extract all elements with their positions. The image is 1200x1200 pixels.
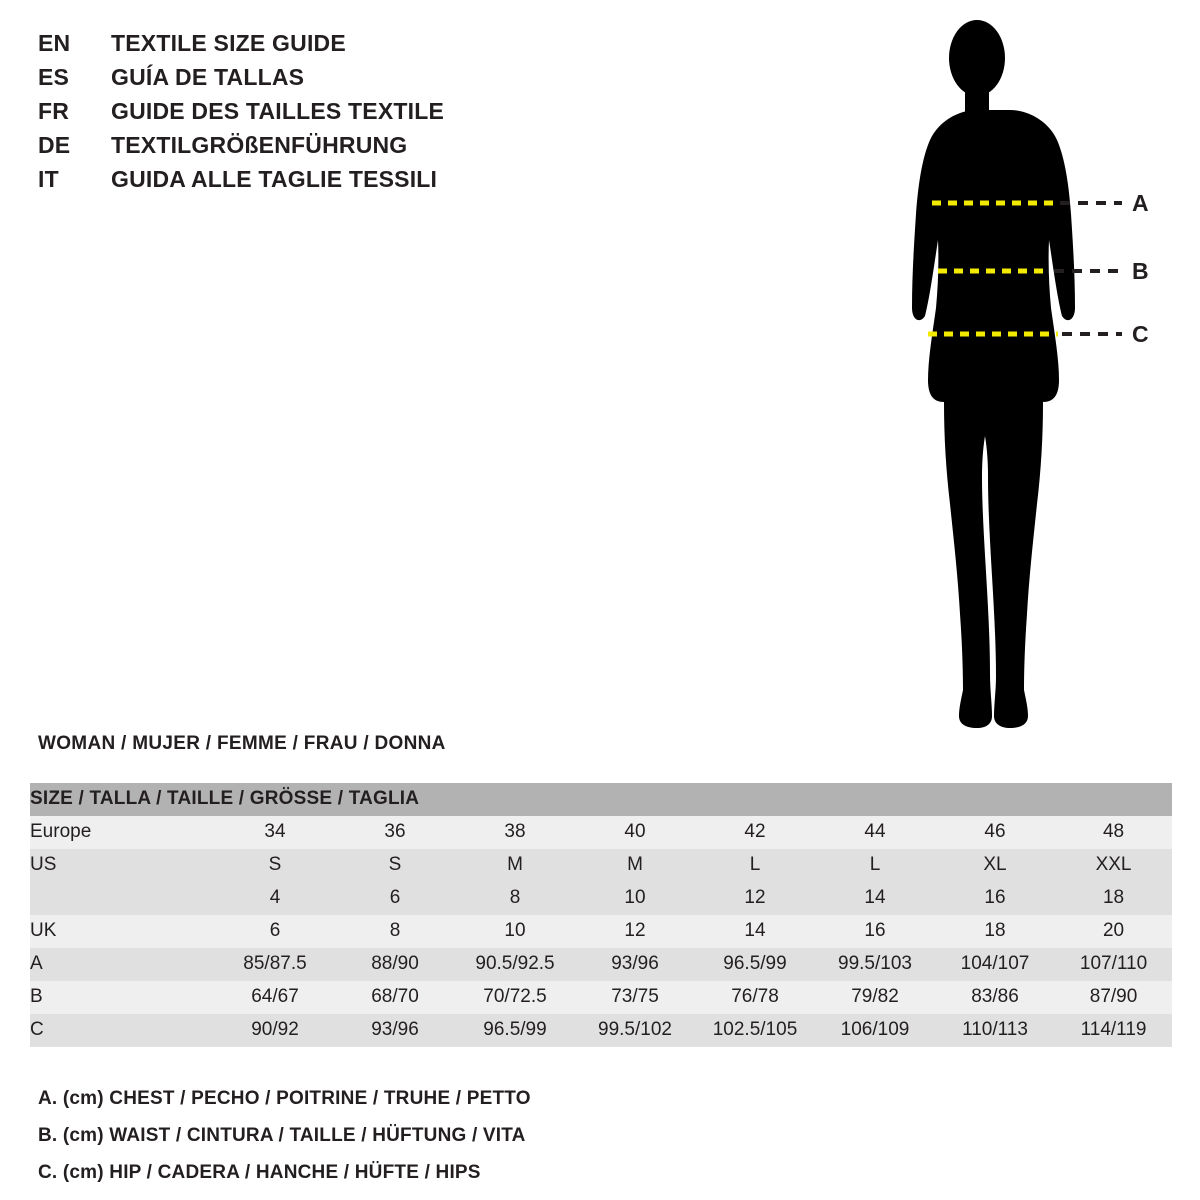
- cell: S: [215, 849, 335, 882]
- cell: 70/72.5: [455, 981, 575, 1014]
- section-title: WOMAN / MUJER / FEMME / FRAU / DONNA: [38, 733, 446, 754]
- cell: 93/96: [575, 948, 695, 981]
- cell: M: [575, 849, 695, 882]
- language-title: GUIDA ALLE TAGLIE TESSILI: [111, 166, 438, 192]
- cell: 42: [695, 816, 815, 849]
- cell: 96.5/99: [695, 948, 815, 981]
- cell: 46: [935, 816, 1055, 849]
- cell: 10: [455, 915, 575, 948]
- cell: 99.5/103: [815, 948, 935, 981]
- cell: 16: [815, 915, 935, 948]
- language-list: [38, 30, 558, 200]
- cell: 87/90: [1055, 981, 1172, 1014]
- row-label: A: [30, 948, 215, 981]
- cell: 76/78: [695, 981, 815, 1014]
- cell: 83/86: [935, 981, 1055, 1014]
- footnote-chest: A. (cm) CHEST / PECHO / POITRINE / TRUHE / PETTO: [38, 1088, 531, 1109]
- cell: 102.5/105: [695, 1014, 815, 1047]
- language-code: IT: [38, 166, 59, 192]
- language-title: TEXTILE SIZE GUIDE: [111, 30, 346, 56]
- cell: L: [695, 849, 815, 882]
- cell: L: [815, 849, 935, 882]
- row-label: US: [30, 849, 215, 882]
- cell: 18: [1055, 882, 1172, 915]
- cell: 36: [335, 816, 455, 849]
- measure-label-b: B: [1132, 258, 1149, 284]
- cell: 18: [935, 915, 1055, 948]
- cell: 48: [1055, 816, 1172, 849]
- table-row: [30, 816, 1172, 849]
- row-label: Europe: [30, 816, 215, 849]
- cell: 6: [215, 915, 335, 948]
- cell: S: [335, 849, 455, 882]
- language-code: DE: [38, 132, 71, 158]
- row-label: [30, 882, 215, 915]
- female-silhouette-icon: [860, 18, 1190, 738]
- cell: 79/82: [815, 981, 935, 1014]
- footnote-list: [38, 1088, 531, 1199]
- language-row: [38, 30, 558, 57]
- cell: 40: [575, 816, 695, 849]
- cell: M: [455, 849, 575, 882]
- cell: 68/70: [335, 981, 455, 1014]
- row-label: B: [30, 981, 215, 1014]
- cell: 73/75: [575, 981, 695, 1014]
- cell: XXL: [1055, 849, 1172, 882]
- language-code: ES: [38, 64, 70, 90]
- cell: 104/107: [935, 948, 1055, 981]
- language-row: [38, 64, 558, 91]
- footnote-hip: C. (cm) HIP / CADERA / HANCHE / HÜFTE / HIPS: [38, 1162, 481, 1183]
- language-code: EN: [38, 30, 71, 56]
- language-row: [38, 98, 558, 125]
- language-title: TEXTILGRÖßENFÜHRUNG: [111, 132, 408, 158]
- table-row: [30, 1014, 1172, 1047]
- cell: 20: [1055, 915, 1172, 948]
- cell: 44: [815, 816, 935, 849]
- cell: 16: [935, 882, 1055, 915]
- language-title: GUIDE DES TAILLES TEXTILE: [111, 98, 444, 124]
- cell: 8: [455, 882, 575, 915]
- table-header-label: SIZE / TALLA / TAILLE / GRÖSSE / TAGLIA: [30, 783, 1172, 816]
- cell: 99.5/102: [575, 1014, 695, 1047]
- cell: 110/113: [935, 1014, 1055, 1047]
- language-title: GUÍA DE TALLAS: [111, 64, 305, 90]
- cell: 12: [575, 915, 695, 948]
- cell: XL: [935, 849, 1055, 882]
- cell: 14: [695, 915, 815, 948]
- table-row: [30, 981, 1172, 1014]
- language-row: [38, 166, 558, 193]
- cell: 12: [695, 882, 815, 915]
- measure-label-a: A: [1132, 190, 1149, 216]
- row-label: UK: [30, 915, 215, 948]
- language-row: [38, 132, 558, 159]
- cell: 96.5/99: [455, 1014, 575, 1047]
- cell: 85/87.5: [215, 948, 335, 981]
- table-header-row: [30, 783, 1172, 816]
- cell: 38: [455, 816, 575, 849]
- cell: 64/67: [215, 981, 335, 1014]
- cell: 90/92: [215, 1014, 335, 1047]
- size-table: [30, 783, 1172, 1047]
- cell: 93/96: [335, 1014, 455, 1047]
- row-label: C: [30, 1014, 215, 1047]
- table-row: [30, 948, 1172, 981]
- cell: 34: [215, 816, 335, 849]
- language-code: FR: [38, 98, 70, 124]
- footnote-waist: B. (cm) WAIST / CINTURA / TAILLE / HÜFTUNG / VITA: [38, 1125, 526, 1146]
- cell: 107/110: [1055, 948, 1172, 981]
- cell: 8: [335, 915, 455, 948]
- cell: 6: [335, 882, 455, 915]
- measure-label-c: C: [1132, 321, 1149, 347]
- table-row: [30, 915, 1172, 948]
- table-row: [30, 849, 1172, 882]
- cell: 10: [575, 882, 695, 915]
- cell: 114/119: [1055, 1014, 1172, 1047]
- cell: 90.5/92.5: [455, 948, 575, 981]
- cell: 88/90: [335, 948, 455, 981]
- table-row: [30, 882, 1172, 915]
- cell: 14: [815, 882, 935, 915]
- body-measurement-figure: [860, 18, 1190, 738]
- cell: 106/109: [815, 1014, 935, 1047]
- cell: 4: [215, 882, 335, 915]
